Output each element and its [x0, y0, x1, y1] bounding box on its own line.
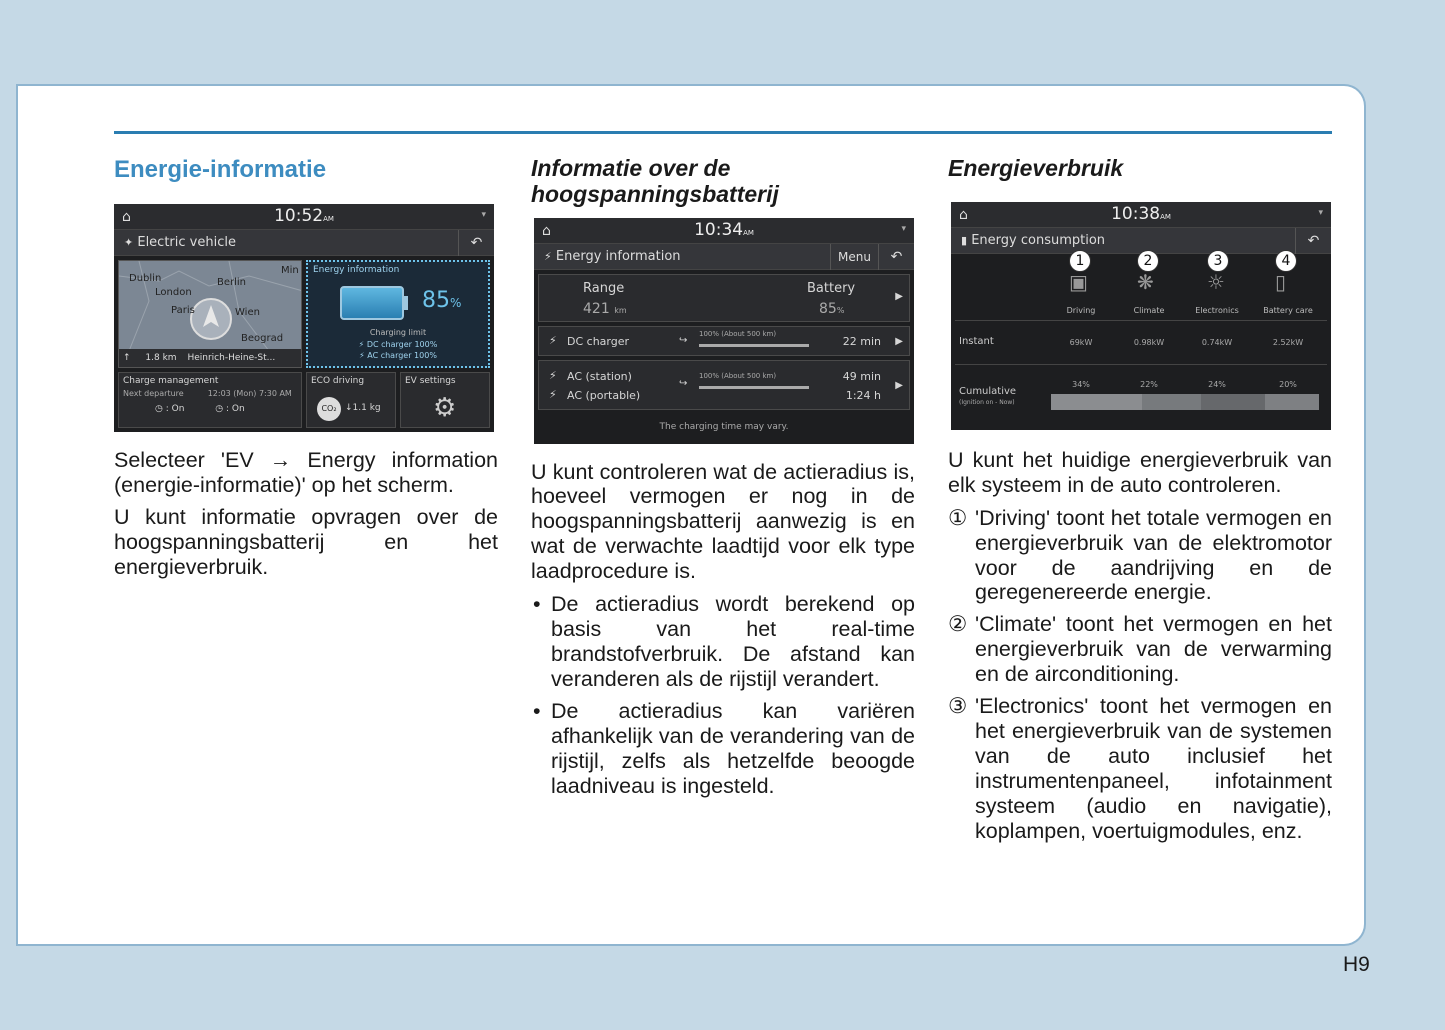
battery-icon: [340, 286, 404, 320]
arrow-icon: ▶: [895, 335, 903, 347]
nav-strip: [119, 349, 301, 367]
numbered-list: [948, 506, 1332, 844]
home-icon: ⌂: [122, 208, 131, 225]
map-label: Wien: [235, 306, 260, 318]
item-marker: ②: [948, 612, 968, 637]
map-label: Beograd: [241, 332, 284, 344]
dc-bar-label: 100% (About 500 km): [699, 329, 777, 338]
screen-title: Electric vehicle: [137, 234, 236, 250]
clock: 10:38: [1111, 203, 1161, 224]
callout-2: [1137, 250, 1159, 272]
callout-number: 1: [1075, 252, 1085, 269]
title-bar: [951, 228, 1331, 254]
driving-icon: ▣: [1069, 269, 1088, 294]
co2-value-block: ↓1.1 kg: [345, 402, 381, 413]
numbered-item: [948, 506, 1332, 606]
instant-value: 0.74kW: [1201, 337, 1233, 347]
ev-icon: ⚡: [544, 249, 552, 263]
dc-label: DC charger: [567, 334, 630, 348]
category-driving: Driving: [1066, 305, 1096, 315]
map-tile: [118, 260, 302, 368]
ac-charger-row: [538, 360, 910, 410]
range-battery-panel: [538, 274, 910, 322]
back-icon: ↶: [1295, 228, 1331, 254]
nav-icon: ↑: [123, 352, 131, 363]
timer1: : On: [165, 403, 185, 414]
item-text: 'Climate' toont het vermogen en het energieverbruik van de verwarming en de airconditioning.: [975, 612, 1332, 687]
cumulative-sublabel: (Ignition on - Now): [959, 398, 1015, 406]
battery-percentage: 85: [422, 287, 450, 313]
clock-icon: ◷: [155, 403, 163, 414]
ac-portable: AC (portable): [567, 388, 641, 402]
status-bar: [114, 204, 494, 230]
back-icon: ↶: [878, 244, 914, 270]
home-icon: ⌂: [542, 222, 551, 239]
clock: 10:52: [274, 205, 324, 226]
ampm: AM: [323, 214, 334, 223]
energy-info-tile: [306, 260, 490, 368]
ac-limit-text: AC charger 100%: [367, 350, 437, 360]
section-heading: Energieverbruik: [948, 155, 1124, 181]
bullet-item: • De actieradius wordt berekend op basis van het real-time brandstofverbruik. De afstand kan veranderen als de rijstijl verandert.: [531, 592, 915, 692]
timer2: : On: [226, 403, 245, 414]
item-text: 'Electronics' toont het vermogen en het energieverbruik van de systemen van de auto inclusief het instrumentenpaneel, infotainment systeem (audio en navigatie), koplampen, voertuigmodules, enz.: [975, 694, 1332, 843]
arrow-icon: ▶: [895, 290, 903, 302]
battery-label: Battery: [807, 280, 856, 296]
clock-icon: ◷: [215, 403, 224, 414]
screen-energy-information: [534, 218, 914, 444]
cumulative-segment-battery-care: [1265, 394, 1319, 410]
status-bar: [534, 218, 914, 244]
pct-sign: %: [450, 295, 462, 310]
ac-station: AC (station): [567, 369, 632, 383]
category-battery-care: Battery care: [1263, 305, 1313, 315]
screen-footer: The charging time may vary.: [659, 421, 789, 432]
callout-number: 3: [1213, 252, 1223, 269]
map-label: Berlin: [217, 276, 247, 288]
top-rule: [114, 131, 1332, 134]
ac-time-station: 49 min: [842, 369, 881, 383]
dc-time: 22 min: [842, 334, 881, 348]
divider: [955, 320, 1327, 321]
departure-time: 12:03 (Mon) 7:30 AM: [207, 388, 292, 398]
bullet-list: [531, 592, 915, 799]
signal-icon: ▾: [481, 209, 486, 220]
ac-time-portable: 1:24 h: [845, 388, 881, 402]
co2-text: CO₂: [321, 403, 337, 413]
nav-distance: 1.8 km: [145, 352, 177, 363]
callout-number: 4: [1281, 252, 1291, 269]
bolt-icon: ⚡: [549, 368, 557, 382]
cumulative-value: 22%: [1140, 379, 1158, 389]
range-value: 421: [583, 300, 610, 317]
charging-limit: Charging limit: [369, 327, 427, 337]
item-marker: ①: [948, 505, 968, 530]
map-label: Min: [281, 264, 299, 276]
bolt-icon: ⚡: [549, 333, 557, 347]
timer-row: [119, 398, 301, 414]
plug-icon: ↪: [679, 377, 688, 389]
category-electronics: Electronics: [1195, 305, 1239, 315]
range-unit: km: [614, 305, 627, 315]
eco-driving-tile: [306, 372, 396, 428]
callout-number: 2: [1143, 252, 1153, 269]
ac-bar-label: 100% (About 500 km): [699, 371, 777, 380]
eco-title: ECO driving: [311, 375, 365, 386]
screen-electric-vehicle: [114, 204, 494, 432]
dc-limit-text: DC charger 100%: [366, 339, 438, 349]
instant-value: 69kW: [1069, 337, 1093, 347]
menu-button: Menu: [830, 244, 878, 270]
ac-limit: ⚡ AC charger 100%: [359, 350, 437, 360]
cumulative-value: 34%: [1072, 379, 1090, 389]
bolt-icon: ⚡: [549, 387, 557, 401]
gear-icon: ⚙: [433, 392, 457, 423]
dc-progress-bar: [699, 344, 809, 347]
screen-title: Energy information: [555, 248, 681, 264]
category-climate: Climate: [1133, 305, 1165, 315]
paragraph: U kunt controleren wat de actieradius is, hoeveel vermogen er nog in de hoogspanningsbatterij aanwezig is en wat de verwachte laadtijd voor elk type laadprocedure is.: [531, 459, 915, 584]
instant-label: Instant: [959, 335, 994, 347]
nav-street: Heinrich-Heine-St...: [187, 352, 276, 363]
cumulative-bar: [1051, 394, 1319, 410]
map-label: Paris: [171, 304, 195, 316]
battery-value: 85: [819, 300, 837, 317]
paragraph: U kunt het huidige energieverbruik van elk systeem in de auto controleren.: [948, 447, 1332, 497]
ampm: AM: [1160, 212, 1171, 221]
section-heading: Informatie over de hoogspanningsbatterij: [531, 155, 779, 207]
cumulative-value: 20%: [1279, 379, 1297, 389]
co2-icon: [317, 397, 341, 421]
status-bar: [951, 202, 1331, 228]
item-marker: ③: [948, 694, 968, 719]
numbered-item: [948, 694, 1332, 844]
numbered-item: [948, 612, 1332, 687]
battery-value-block: [819, 301, 844, 317]
cumulative-segment-climate: [1142, 394, 1201, 410]
next-departure: Next departure: [123, 388, 184, 398]
clock: 10:34: [694, 219, 744, 240]
cumulative-value: 24%: [1208, 379, 1226, 389]
range-label: Range: [583, 280, 625, 296]
dc-limit: ⚡ DC charger 100%: [358, 339, 438, 349]
cumulative-segment-driving: [1051, 394, 1142, 410]
divider: [955, 364, 1327, 365]
home-icon: ⌂: [959, 206, 968, 223]
instant-value: 0.98kW: [1133, 337, 1165, 347]
range-value-block: [583, 301, 627, 317]
cumulative-label: Cumulative: [959, 385, 1017, 397]
column-energy-consumption: [948, 150, 1332, 851]
title-bar: [114, 230, 494, 256]
battery-percentage-block: [422, 288, 461, 313]
ac-progress-bar: [699, 386, 809, 389]
paragraph: Selecteer 'EV → Energy information (energie-informatie)' op het scherm.: [114, 447, 498, 497]
signal-icon: ▾: [1318, 207, 1323, 218]
leaf-icon: ✦: [124, 235, 134, 249]
item-text: 'Driving' toont het totale vermogen en energieverbruik van de elektromotor voor de aandrijving en de geregenereerde energie.: [975, 505, 1332, 605]
charge-management-tile: [118, 372, 302, 428]
charge-mgmt-title: Charge management: [123, 375, 219, 386]
page-number: H9: [1343, 953, 1370, 976]
paragraph: U kunt informatie opvragen over de hoogspanningsbatterij en het energieverbruik.: [114, 505, 498, 580]
ampm: AM: [743, 228, 754, 237]
battery-unit: %: [836, 305, 845, 315]
electronics-icon: ☼: [1207, 269, 1225, 294]
title-bar: [534, 244, 914, 270]
screen-title: Energy consumption: [971, 232, 1106, 248]
callout-1: [1069, 250, 1091, 272]
column-battery-information: [531, 150, 915, 806]
departure-row: [119, 389, 301, 398]
bullet-item: • De actieradius kan variëren afhankelijk van de verandering van de rijstijl, zelfs als hetzelfde beoogde laadniveau is ingesteld.: [531, 699, 915, 799]
ev-settings-title: EV settings: [405, 375, 456, 386]
dc-charger-row: [538, 326, 910, 356]
back-icon: ↶: [458, 230, 494, 256]
energy-tile-title: Energy information: [313, 264, 400, 275]
map-label: London: [155, 286, 192, 298]
section-heading: Energie-informatie: [114, 156, 327, 183]
co2-value: 1.1 kg: [352, 402, 381, 413]
cumulative-segment-electronics: [1201, 394, 1265, 410]
plug-icon: ↪: [679, 334, 688, 346]
page-edge-strip: [0, 84, 18, 946]
callout-4: [1275, 250, 1297, 272]
instant-value: 2.52kW: [1272, 337, 1304, 347]
column-energy-information: [114, 150, 498, 588]
callout-3: [1207, 250, 1229, 272]
battery-care-icon: ▯: [1275, 269, 1287, 294]
ev-settings-tile: [400, 372, 490, 428]
battery-small-icon: ▮: [961, 233, 968, 247]
arrow-icon: ▶: [895, 379, 903, 391]
signal-icon: ▾: [901, 223, 906, 234]
map-label: Dublin: [129, 272, 162, 284]
battery-tip: [404, 296, 408, 310]
climate-fan-icon: ❋: [1137, 269, 1154, 294]
screen-energy-consumption: [951, 202, 1331, 430]
